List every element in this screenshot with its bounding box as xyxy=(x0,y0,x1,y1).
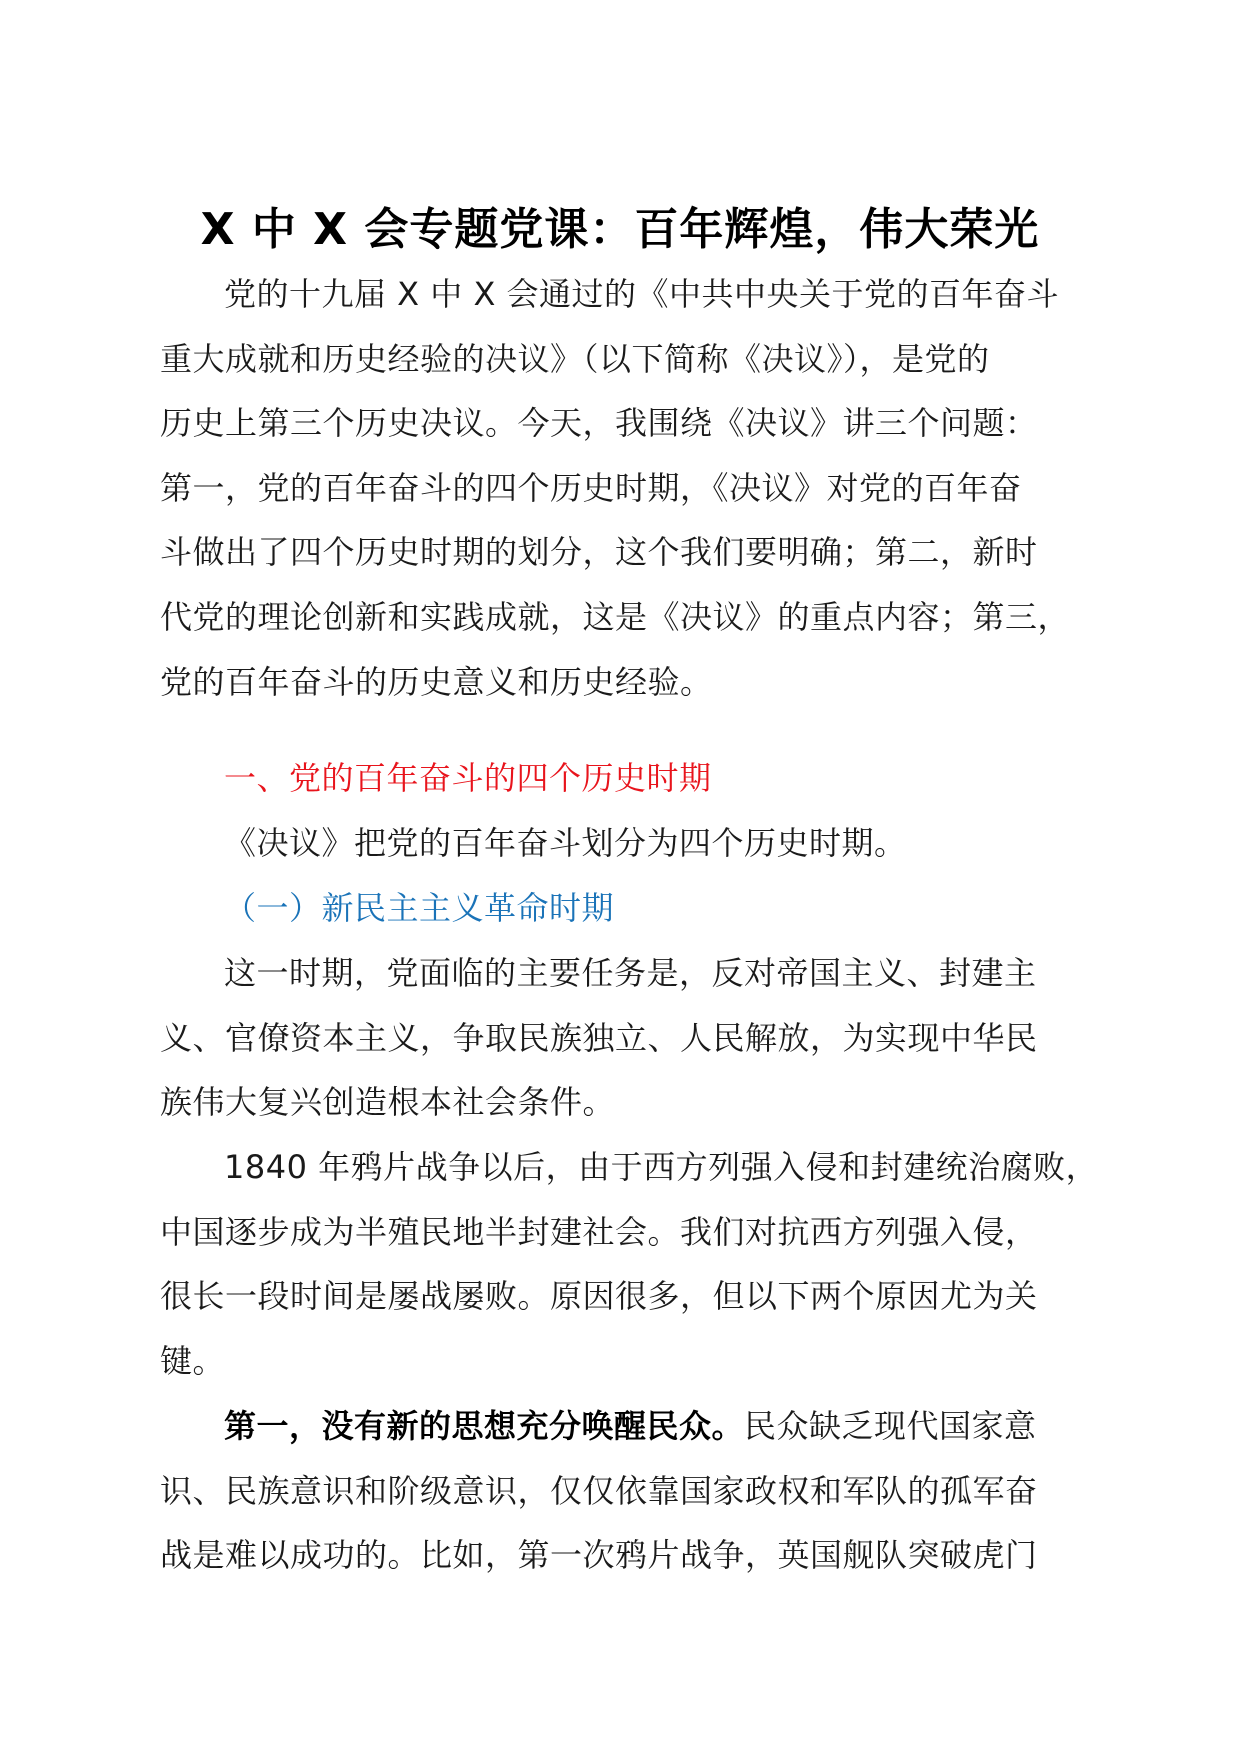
text-line: 斗做出了四个历史时期的划分，这个我们要明确；第二，新时 xyxy=(160,533,1038,572)
document-title: X 中 X 会专题党课：百年辉煌，伟大荣光 xyxy=(200,204,1040,255)
text-line: 族伟大复兴创造根本社会条件。 xyxy=(160,1083,616,1122)
history-paragraph xyxy=(160,1135,1120,1393)
text-line: 键。 xyxy=(160,1341,226,1380)
text-line: 党的百年奋斗的历史意义和历史经验。 xyxy=(160,662,713,701)
text-line: 很长一段时间是屡战屡败。原因很多，但以下两个原因尤为关 xyxy=(160,1277,1038,1316)
first-reason-paragraph xyxy=(160,1394,1120,1588)
bold-lead-text: 第一，没有新的思想充分唤醒民众。 xyxy=(224,1407,745,1445)
text-line: 中国逐步成为半殖民地半封建社会。我们对抗西方列强入侵， xyxy=(160,1212,1038,1251)
text-line: 1840 年鸦片战争以后，由于西方列强入侵和封建统治腐败， xyxy=(224,1148,1099,1186)
text-line: 重大成就和历史经验的决议》（以下简称《决议》），是党的 xyxy=(160,339,990,378)
subsection-heading-1 xyxy=(160,876,1120,941)
task-paragraph xyxy=(160,941,1120,1135)
text-line: 第一，党的百年奋斗的四个历史时期，《决议》对党的百年奋 xyxy=(160,468,1022,507)
text-line: 战是难以成功的。比如，第一次鸦片战争，英国舰队突破虎门 xyxy=(160,1536,1038,1575)
text-line: 《决议》把党的百年奋斗划分为四个历史时期。 xyxy=(224,824,907,862)
section-heading-1 xyxy=(160,746,1120,811)
text-line xyxy=(160,1394,1120,1459)
subsection-heading-text: （一）新民主主义革命时期 xyxy=(224,889,615,927)
text-line: 这一时期，党面临的主要任务是，反对帝国主义、封建主 xyxy=(224,954,1037,992)
section-intro-paragraph xyxy=(160,811,1120,876)
text-line: 识、民族意识和阶级意识，仅仅依靠国家政权和军队的孤军奋 xyxy=(160,1471,1038,1510)
text-line: 代党的理论创新和实践成就，这是《决议》的重点内容；第三， xyxy=(160,597,1071,636)
text-line: 历史上第三个历史决议。今天，我围绕《决议》讲三个问题： xyxy=(160,404,1038,443)
intro-paragraph xyxy=(160,262,1120,714)
text-line: 义、官僚资本主义，争取民族独立、人民解放，为实现中华民 xyxy=(160,1018,1038,1057)
lead-rest-text: 民众缺乏现代国家意 xyxy=(744,1407,1037,1445)
text-line: 党的十九届 X 中 X 会通过的《中共中央关于党的百年奋斗 xyxy=(224,275,1060,313)
section-heading-text: 一、党的百年奋斗的四个历史时期 xyxy=(224,759,712,797)
